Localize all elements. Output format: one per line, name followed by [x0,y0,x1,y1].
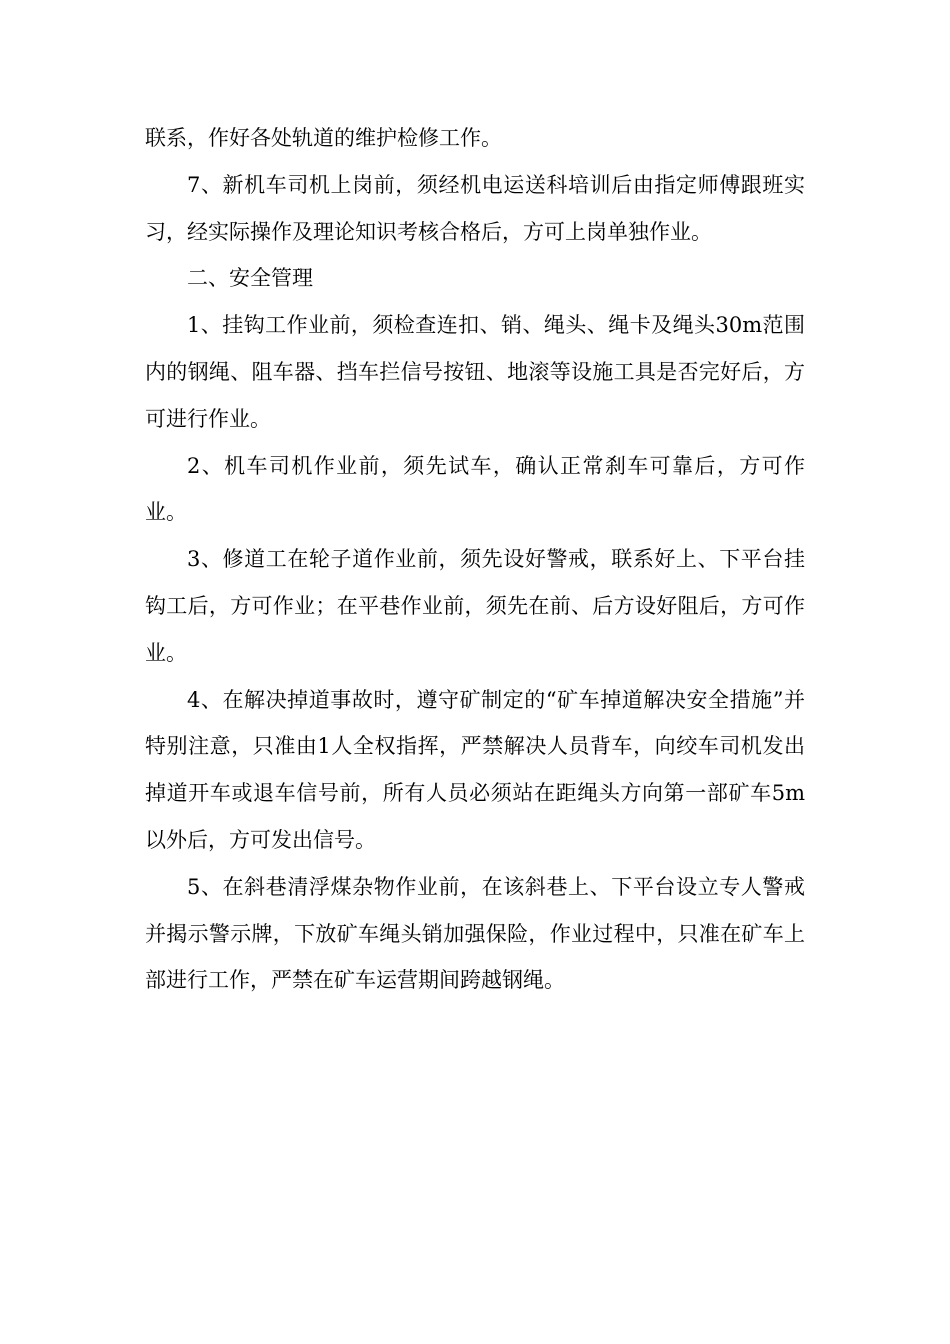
document-body [145,115,805,1004]
paragraph-item-5: 5、在斜巷清浮煤杂物作业前，在该斜巷上、下平台设立专人警戒并揭示警示牌，下放矿车绳头销加强保险，作业过程中，只准在矿车上部进行工作，严禁在矿车运营期间跨越钢绳。 [145,874,805,993]
paragraph-continuation: 联系，作好各处轨道的维护检修工作。 [145,126,502,150]
paragraph-item-2: 2、机车司机作业前，须先试车，确认正常刹车可靠后，方可作业。 [145,453,805,525]
paragraph-item-4: 4、在解决掉道事故时，遵守矿制定的“矿车掉道解决安全措施”并特别注意，只准由1人全权指挥，严禁解决人员背车，向绞车司机发出掉道开车或退车信号前，所有人员必须站在距绳头方向第一部矿车5m以外后，方可发出信号。 [145,687,805,852]
paragraph-item-1: 1、挂钩工作业前，须检查连扣、销、绳头、绳卡及绳头30m范围内的钢绳、阻车器、挡车拦信号按钮、地滚等设施工具是否完好后，方可进行作业。 [145,313,805,431]
section-heading-safety-management: 二、安全管理 [187,266,313,291]
paragraph-item-3: 3、修道工在轮子道作业前，须先设好警戒，联系好上、下平台挂钩工后，方可作业；在平巷作业前，须先在前、后方设好阻后，方可作业。 [145,547,805,665]
paragraph-item-7: 7、新机车司机上岗前，须经机电运送科培训后由指定师傅跟班实习，经实际操作及理论知识考核合格后，方可上岗单独作业。 [145,172,805,244]
